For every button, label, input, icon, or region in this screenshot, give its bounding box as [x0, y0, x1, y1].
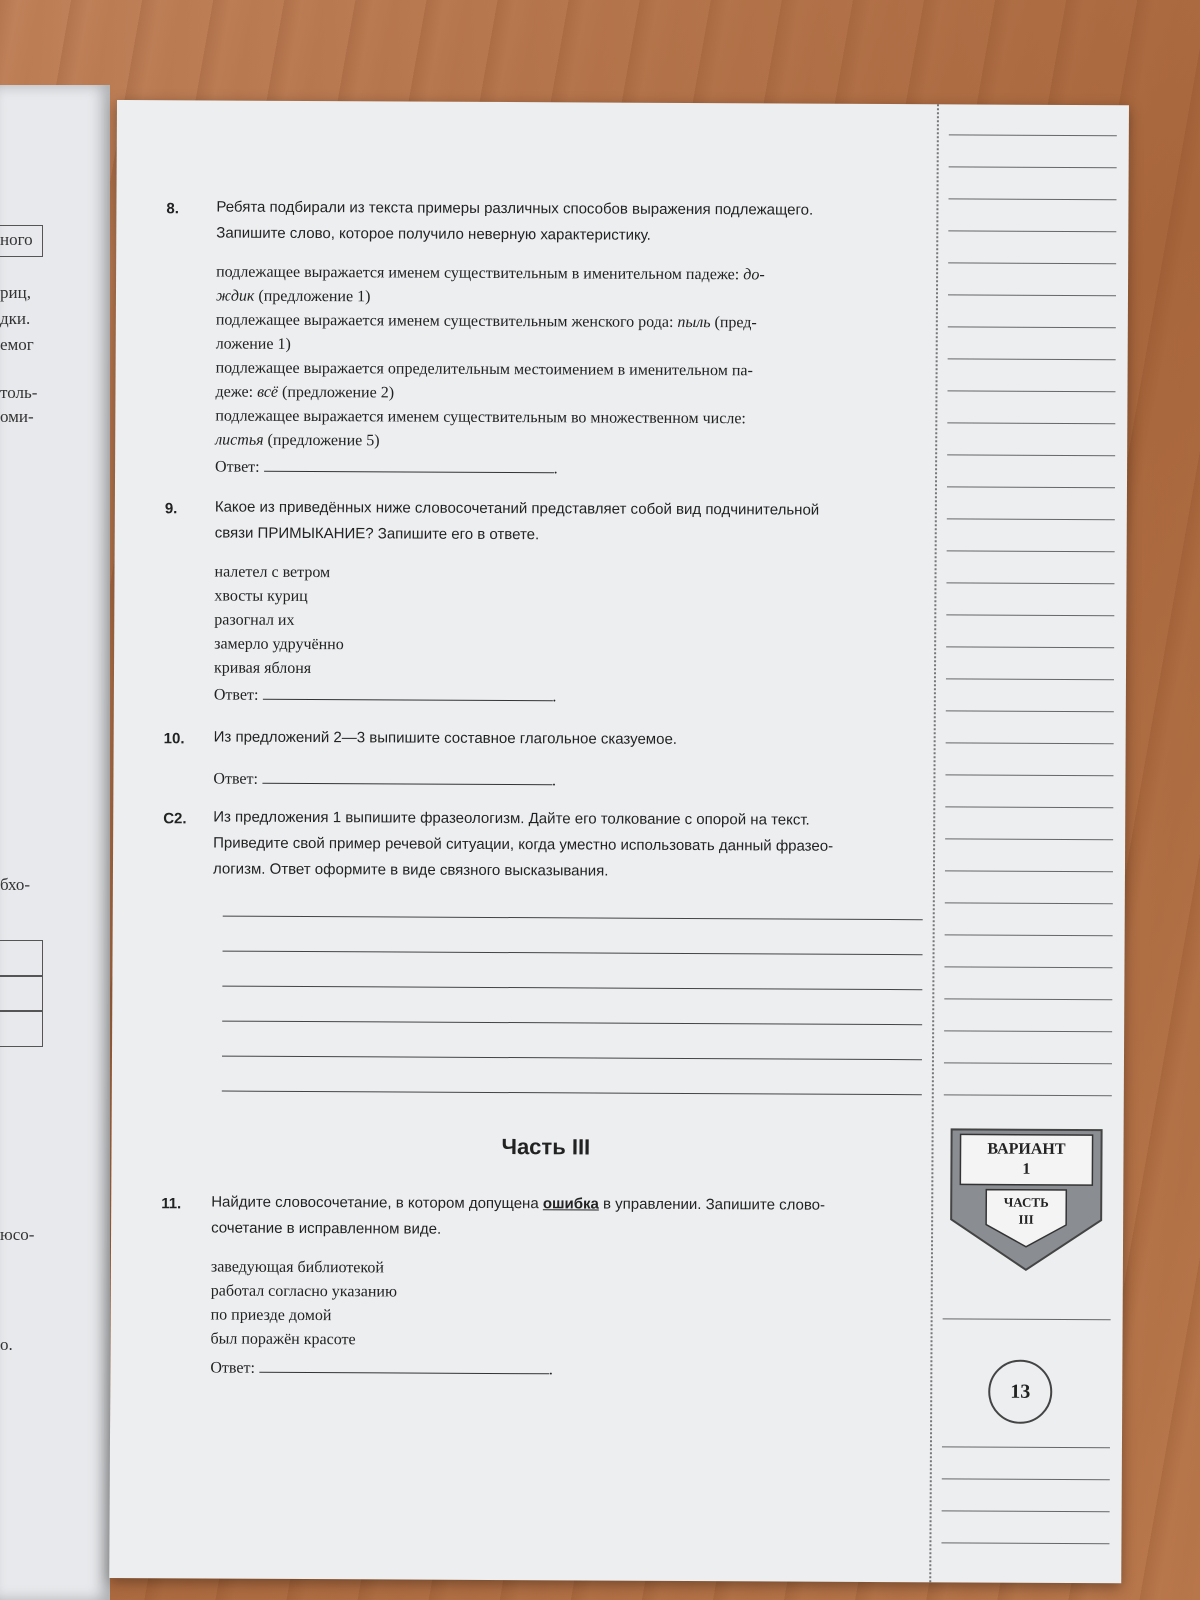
task-question — [211, 1190, 911, 1246]
answer-blank[interactable] — [262, 769, 552, 786]
left-page-table — [0, 940, 43, 1047]
left-fragment: оми- — [0, 407, 34, 426]
left-fragment: о. — [0, 1335, 13, 1354]
strip-ruled-line — [948, 198, 1116, 200]
task-number: C2. — [163, 810, 187, 828]
writing-line[interactable] — [223, 916, 923, 921]
question-line: Найдите словосочетание, в котором допущена ошибка в управлении. Запишите слово- — [211, 1193, 826, 1214]
writing-line[interactable] — [222, 1091, 922, 1096]
strip-ruled-line — [944, 998, 1112, 1000]
option-line: деже: всё (предложение 2) — [215, 383, 395, 402]
strip-ruled-line — [945, 806, 1113, 808]
part-title: Часть III — [501, 1134, 591, 1160]
strip-ruled-line — [946, 678, 1114, 680]
question-line: Из предложений 2—3 выпишите составное глагольное сказуемое. — [213, 728, 678, 748]
option-item: кривая яблоня — [213, 659, 312, 678]
answer-label: Ответ: — [213, 686, 259, 704]
task-options — [215, 261, 916, 457]
answer-line[interactable]: Ответ: . — [210, 1359, 553, 1379]
left-fragment: бхо- — [0, 875, 31, 894]
answer-label: Ответ: — [210, 1359, 255, 1377]
variant-badge — [946, 1124, 1107, 1275]
task-9 — [164, 498, 925, 706]
task-number: 10. — [163, 730, 185, 748]
left-fragment: емог — [0, 335, 34, 354]
strip-ruled-line — [948, 294, 1116, 296]
part-label: ЧАСТЬ — [1003, 1194, 1049, 1210]
task-question — [215, 495, 915, 551]
option-item: был поражён красоте — [210, 1330, 356, 1349]
writing-line[interactable] — [223, 951, 923, 956]
strip-ruled-line — [946, 582, 1114, 584]
writing-line[interactable] — [222, 1056, 922, 1061]
strip-ruled-line — [944, 1030, 1112, 1032]
answer-line[interactable]: Ответ: . — [213, 770, 557, 790]
strip-ruled-line — [944, 1062, 1112, 1064]
answer-blank[interactable] — [264, 457, 554, 474]
task-question — [214, 725, 914, 755]
left-page-table-row — [0, 1010, 43, 1012]
task-number: 8. — [166, 200, 179, 218]
writing-line[interactable] — [222, 986, 922, 991]
strip-ruled-line — [943, 1318, 1111, 1320]
task-c2 — [163, 808, 923, 880]
question-line: Ребята подбирали из текста примеры различных способов выражения подлежащего. — [216, 198, 814, 219]
strip-ruled-line — [945, 838, 1113, 840]
writing-line[interactable] — [222, 1021, 922, 1026]
strip-ruled-line — [947, 422, 1115, 424]
option-line: ложение 1) — [215, 335, 291, 353]
variant-number: 1 — [1022, 1160, 1031, 1178]
strip-ruled-line — [946, 710, 1114, 712]
option-item: заведующая библиотекой — [210, 1258, 384, 1277]
strip-ruled-line — [944, 966, 1112, 968]
question-line: Из предложения 1 выпишите фразеологизм. Дайте его толкование с опорой на текст. — [213, 808, 810, 829]
strip-ruled-line — [947, 454, 1115, 456]
option-line: подлежащее выражается именем существительным во множественном числе: — [215, 407, 746, 428]
variant-label: ВАРИАНТ — [987, 1140, 1066, 1158]
left-fragment: риц, — [0, 283, 31, 302]
strip-ruled-line — [942, 1478, 1110, 1480]
left-page-table-row — [0, 975, 43, 977]
question-line: Запишите слово, которое получило неверную характеристику. — [216, 224, 651, 244]
strip-ruled-line — [946, 742, 1114, 744]
task-number: 11. — [161, 1195, 182, 1213]
task-8 — [166, 198, 926, 478]
question-line: Приведите свой пример речевой ситуации, когда уместно использовать данный фразео- — [213, 834, 834, 855]
workbook-page — [109, 100, 1129, 1583]
page-content — [161, 198, 936, 1379]
strip-ruled-line — [947, 550, 1115, 552]
option-item: налетел с ветром — [214, 563, 331, 582]
answer-label: Ответ: — [215, 458, 260, 476]
strip-ruled-line — [947, 518, 1115, 520]
strip-ruled-line — [946, 646, 1114, 648]
strip-ruled-line — [942, 1446, 1110, 1448]
option-item: хвосты куриц — [214, 587, 308, 606]
task-question — [216, 195, 916, 251]
strip-ruled-line — [948, 326, 1116, 328]
option-line: подлежащее выражается именем существительным в именительном падеже: до- — [216, 263, 765, 284]
answer-blank[interactable] — [259, 1358, 549, 1375]
task-question — [213, 805, 913, 887]
option-item: разогнал их — [214, 611, 295, 629]
strip-ruled-line — [947, 486, 1115, 488]
left-fragment: дки. — [0, 309, 31, 328]
left-fragment: толь- — [0, 383, 38, 402]
strip-ruled-line — [944, 1094, 1112, 1096]
option-item: по приезде домой — [210, 1306, 332, 1325]
strip-ruled-line — [948, 358, 1116, 360]
left-fragment: юсо- — [0, 1225, 35, 1244]
task-10 — [163, 728, 924, 790]
left-page — [0, 85, 110, 1600]
task-11 — [161, 1193, 921, 1379]
strip-ruled-line — [948, 262, 1116, 264]
strip-ruled-line — [942, 1510, 1110, 1512]
task-number: 9. — [164, 500, 178, 518]
strip-ruled-line — [949, 166, 1117, 168]
emphasized-word: ошибка — [542, 1195, 599, 1213]
option-item: замерло удручённо — [214, 635, 344, 654]
strip-ruled-line — [945, 870, 1113, 872]
option-line: листья (предложение 5) — [215, 431, 380, 450]
strip-ruled-line — [941, 1542, 1109, 1544]
question-line: логизм. Ответ оформите в виде связного высказывания. — [212, 860, 609, 880]
strip-ruled-line — [945, 902, 1113, 904]
answer-blank[interactable] — [262, 685, 552, 702]
task-options — [214, 561, 915, 685]
strip-ruled-line — [947, 390, 1115, 392]
answer-label: Ответ: — [213, 770, 259, 788]
answer-line[interactable]: Ответ: . — [215, 458, 558, 478]
page-number: 13 — [988, 1360, 1052, 1424]
strip-ruled-line — [949, 134, 1117, 136]
answer-line[interactable]: Ответ: . — [213, 686, 557, 706]
question-line: связи ПРИМЫКАНИЕ? Запишите его в ответе. — [214, 524, 540, 544]
strip-ruled-line — [948, 230, 1116, 232]
option-line: подлежащее выражается именем существительным женского рода: пыль (пред- — [215, 311, 757, 332]
task-options — [210, 1256, 910, 1356]
question-line: сочетание в исправленном виде. — [211, 1219, 442, 1238]
left-fragment: ного — [0, 230, 33, 249]
option-item: работал согласно указанию — [210, 1282, 397, 1301]
strip-ruled-line — [946, 614, 1114, 616]
part-number: III — [1018, 1211, 1034, 1227]
strip-ruled-line — [945, 934, 1113, 936]
strip-ruled-line — [945, 774, 1113, 776]
option-line: подлежащее выражается определительным местоимением в именительном па- — [215, 359, 753, 380]
option-line: ждик (предложение 1) — [215, 287, 371, 306]
question-line: Какое из приведённых ниже словосочетаний представляет собой вид подчинительной — [214, 498, 820, 519]
